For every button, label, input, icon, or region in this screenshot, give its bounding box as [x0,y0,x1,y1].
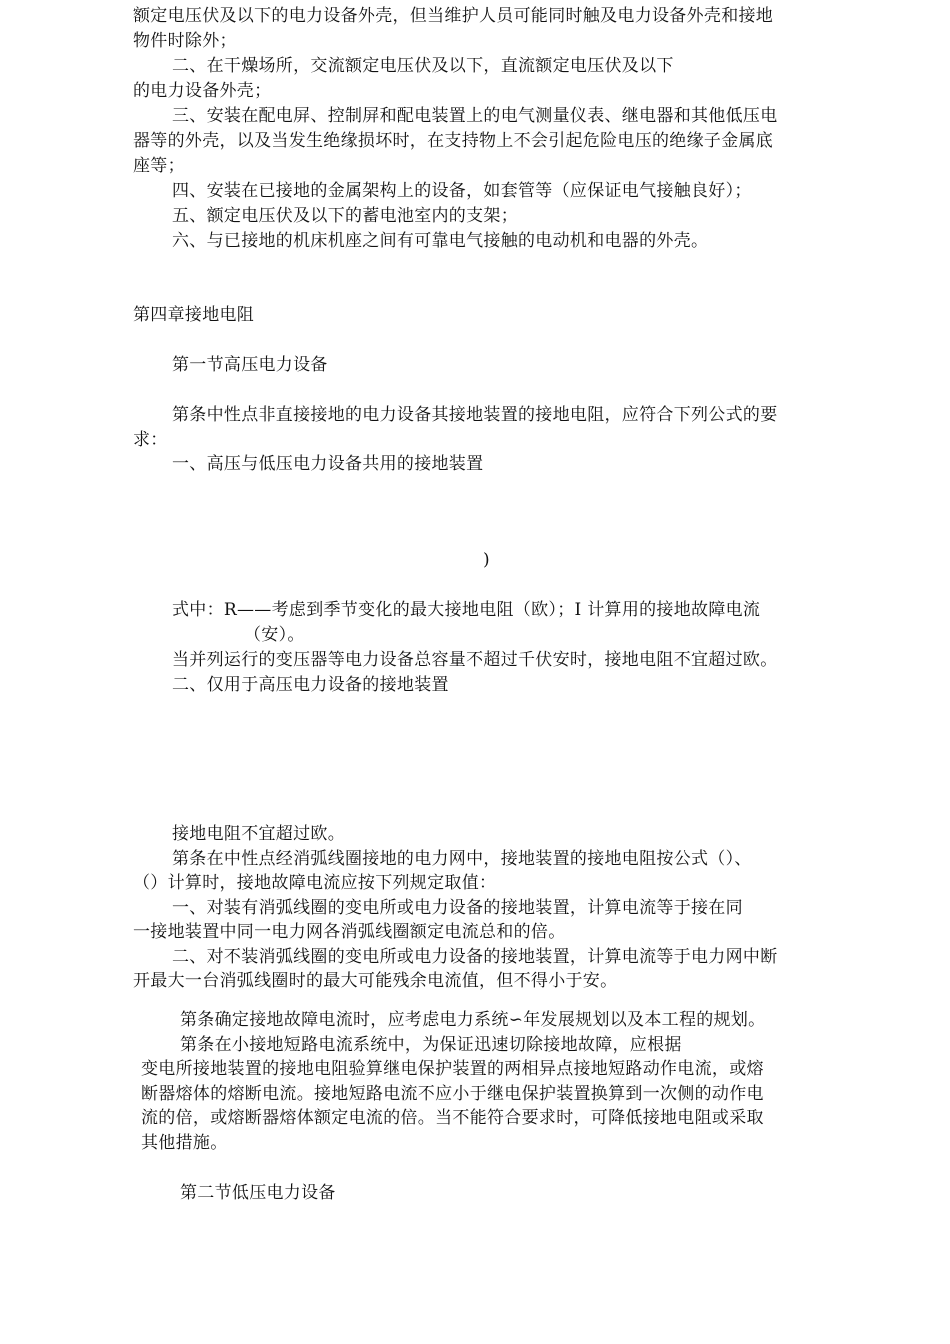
list-item: 四、安装在已接地的金属架构上的设备，如套管等（应保证电气接触良好）； [172,181,752,201]
paragraph-line: 接地电阻不宜超过欧。 [172,824,345,844]
list-item: 一、对装有消弧线圈的变电所或电力设备的接地装置，计算电流等于接在同 [172,898,743,918]
formula-where-line: 式中：R——考虑到季节变化的最大接地电阻（欧）；I 计算用的接地故障电流 [172,600,761,620]
paragraph-line: （）计算时，接地故障电流应按下列规定取值： [133,873,497,893]
paragraph-line: 变电所接地装置的接地电阻验算继电保护装置的两相异点接地短路动作电流，或熔 [141,1059,764,1079]
paragraph-line: 求： [133,430,168,450]
paragraph-line: 器等的外壳，以及当发生绝缘损坏时，在支持物上不会引起危险电压的绝缘子金属底 [133,131,774,151]
paragraph-line: 当并列运行的变压器等电力设备总容量不超过千伏安时，接地电阻不宜超过欧。 [172,650,778,670]
list-item: 三、安装在配电屏、控制屏和配电装置上的电气测量仪表、继电器和其他低压电 [172,106,778,126]
list-item: 二、仅用于高压电力设备的接地装置 [172,675,449,695]
list-item: 一、高压与低压电力设备共用的接地装置 [172,454,484,474]
list-item: 二、在干燥场所，交流额定电压伏及以下，直流额定电压伏及以下 [172,56,674,76]
section-heading: 第二节低压电力设备 [180,1183,336,1203]
chapter-heading: 第四章接地电阻 [133,305,255,325]
paragraph-line: 额定电压伏及以下的电力设备外壳，但当维护人员可能同时触及电力设备外壳和接地 [133,6,774,26]
list-item: 六、与已接地的机床机座之间有可靠电气接触的电动机和电器的外壳。 [172,231,709,251]
paragraph-line: 其他措施。 [141,1133,228,1153]
paragraph-line: 一接地装置中同一电力网各消弧线圈额定电流总和的倍。 [133,922,566,942]
paragraph-line: 物件时除外； [133,31,237,51]
paragraph-line: 开最大一台消弧线圈时的最大可能残余电流值，但不得小于安。 [133,971,618,991]
paragraph-line: 断器熔体的熔断电流。接地短路电流不应小于继电保护装置换算到一次侧的动作电 [141,1084,764,1104]
list-item: 五、额定电压伏及以下的蓄电池室内的支架； [172,206,518,226]
article-line: 第条在中性点经消弧线圈接地的电力网中，接地装置的接地电阻按公式（）、 [172,849,752,869]
article-line: 第条确定接地故障电流时，应考虑电力系统∽年发展规划以及本工程的规划。 [180,1010,766,1030]
formula-paren: ) [483,550,490,570]
paragraph-line: 座等； [133,156,185,176]
paragraph-line: 的电力设备外壳； [133,81,272,101]
article-line: 第条在小接地短路电流系统中，为保证迅速切除接地故障，应根据 [180,1035,682,1055]
list-item: 二、对不装消弧线圈的变电所或电力设备的接地装置，计算电流等于电力网中断 [172,947,778,967]
paragraph-line: 流的倍，或熔断器熔体额定电流的倍。当不能符合要求时，可降低接地电阻或采取 [141,1108,764,1128]
article-line: 第条中性点非直接接地的电力设备其接地装置的接地电阻，应符合下列公式的要 [172,405,778,425]
formula-where-line: （安）。 [244,625,305,645]
section-heading: 第一节高压电力设备 [172,355,328,375]
